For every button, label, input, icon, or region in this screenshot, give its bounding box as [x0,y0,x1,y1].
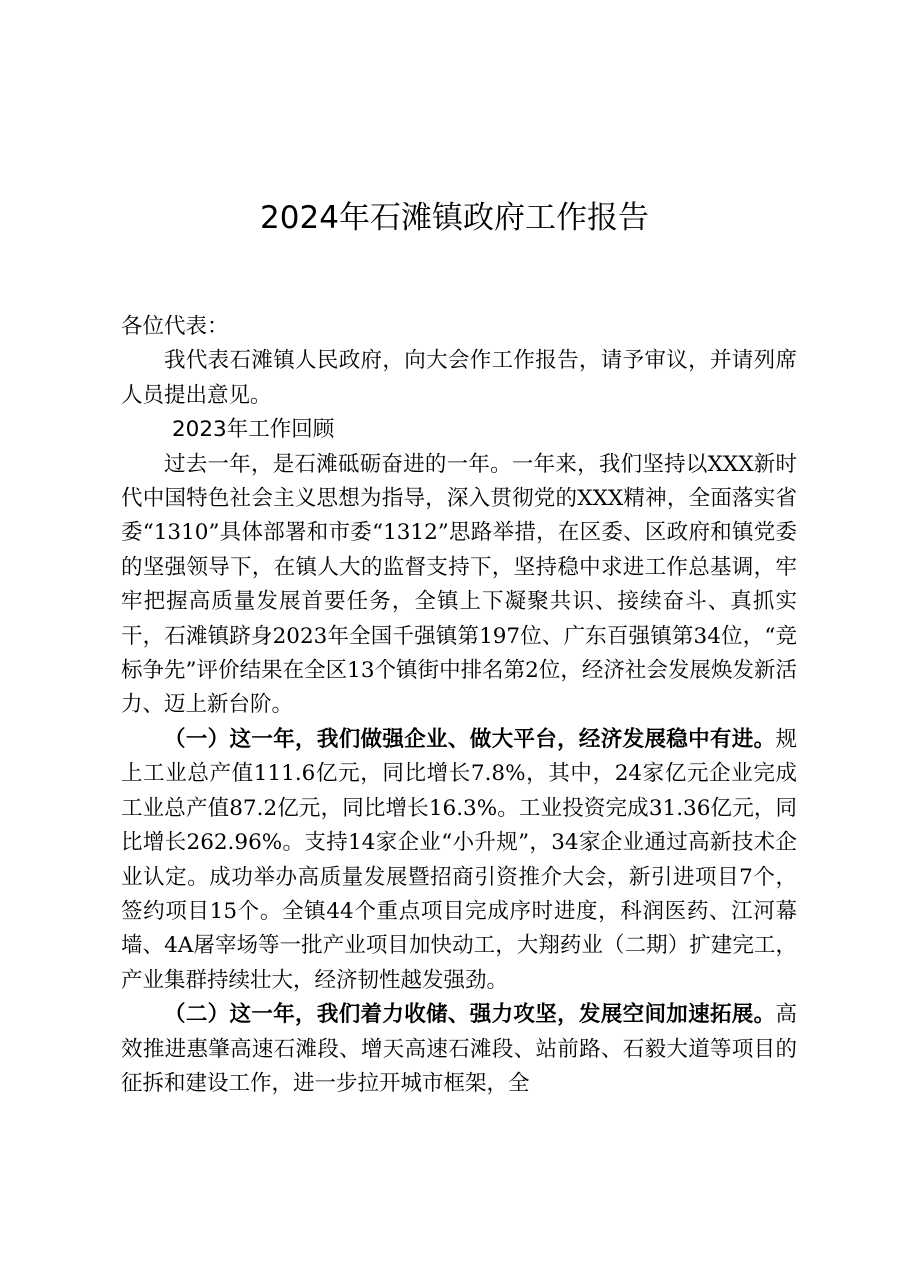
economy-paragraph [121,723,797,998]
salutation: 各位代表： [121,314,229,339]
development-paragraph-lead: （二）这一年，我们着力收储、强力攻坚，发展空间加速拓展。 [164,1002,776,1028]
economy-paragraph-lead: （一）这一年，我们做强企业、做大平台，经济发展稳中有进。 [164,726,776,752]
economy-paragraph-body: 规上工业总产值111.6亿元，同比增长7.8%，其中，24家亿元企业完成工业总产值87.2亿元，同比增长16.3%。工业投资完成31.36亿元，同比增长262.96%。支持14家企业“小升规”，34家企业通过高新技术企业认定。成功举办高质量发展暨招商引资推介大会，新引进项目7个，签约项目15个。全镇44个重点项目完成序时进度，科润医药、江河幕墙、4A屠宰场等一批产业项目加快动工，大翔药业（二期）扩建完工，产业集群持续壮大，经济韧性越发强劲。 [121,726,797,993]
document-body [121,310,797,1101]
intro-paragraph: 我代表石滩镇人民政府，向大会作工作报告，请予审议，并请列席人员提出意见。 [121,348,797,408]
section-heading: 2023年工作回顾 [172,417,335,443]
review-paragraph: 过去一年，是石滩砥砺奋进的一年。一年来，我们坚持以XXX新时代中国特色社会主义思想为指导，深入贯彻党的XXX精神，全面落实省委“1310”具体部署和市委“1312”思路举措，在区委、区政府和镇党委的坚强领导下，在镇人大的监督支持下，坚持稳中求进工作总基调，牢牢把握高质量发展首要任务，全镇上下凝聚共识、接续奋斗、真抓实干，石滩镇跻身2023年全国千强镇第197位、广东百强镇第34位，“竞标争先”评价结果在全区13个镇街中排名第2位，经济社会发展焕发新活力、迈上新台阶。 [121,451,797,718]
document-title: 2024年石滩镇政府工作报告 [260,200,649,236]
development-paragraph-body: 高效推进惠肇高速石滩段、增天高速石滩段、站前路、石毅大道等项目的征拆和建设工作，进一步拉开城市框架，全 [121,1002,797,1096]
development-paragraph [121,998,797,1101]
